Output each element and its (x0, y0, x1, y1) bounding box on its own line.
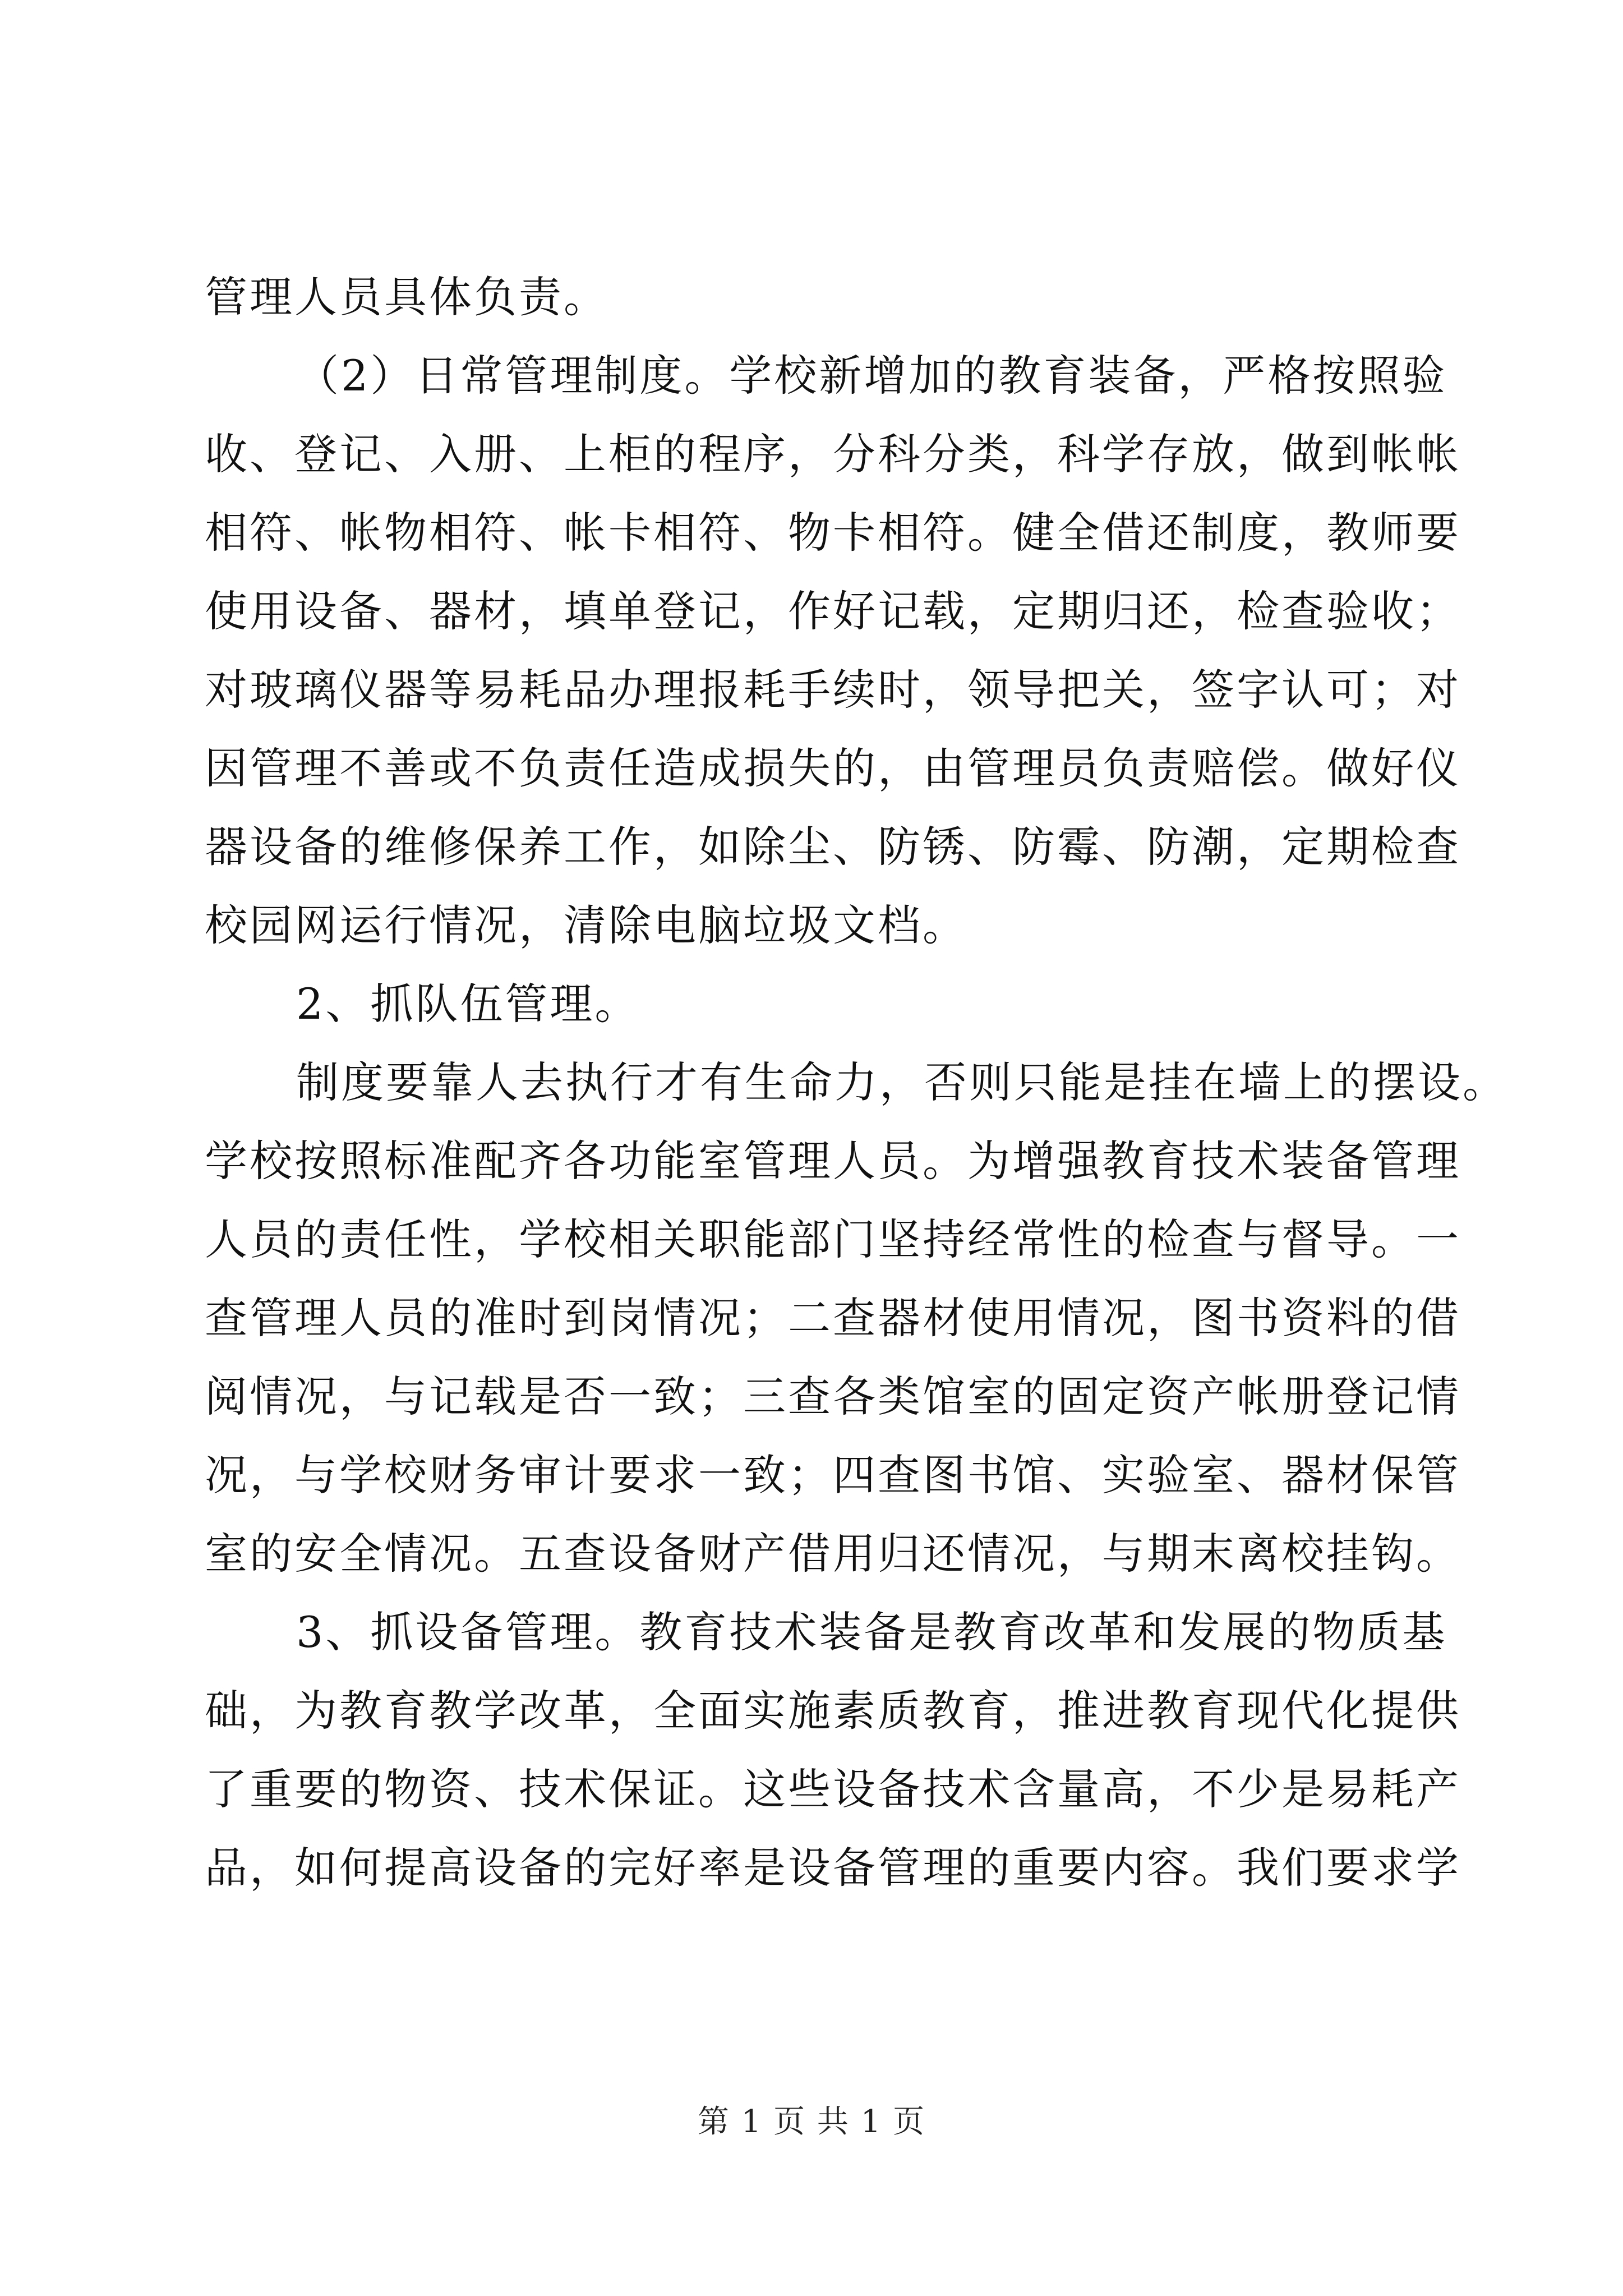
page-number-footer: 第 1 页 共 1 页 (697, 2104, 926, 2140)
paragraph-line: 对玻璃仪器等易耗品办理报耗手续时，领导把关，签字认可；对 (205, 665, 1461, 715)
paragraph-line: 学校按照标准配齐各功能室管理人员。为增强教育技术装备管理 (205, 1136, 1461, 1186)
paragraph-line: 查管理人员的准时到岗情况；二查器材使用情况，图书资料的借 (205, 1293, 1461, 1343)
paragraph-line: 况，与学校财务审计要求一致；四查图书馆、实验室、器材保管 (205, 1450, 1461, 1500)
paragraph-line: 收、登记、入册、上柜的程序，分科分类，科学存放，做到帐帐 (205, 429, 1461, 479)
paragraph-line: 了重要的物资、技术保证。这些设备技术含量高，不少是易耗产 (205, 1764, 1461, 1814)
paragraph-line: 相符、帐物相符、帐卡相符、物卡相符。健全借还制度，教师要 (205, 508, 1461, 558)
paragraph-line: 校园网运行情况，清除电脑垃圾文档。 (205, 900, 967, 950)
paragraph-line: 品，如何提高设备的完好率是设备管理的重要内容。我们要求学 (205, 1843, 1461, 1893)
paragraph-line: 因管理不善或不负责任造成损失的，由管理员负责赔偿。做好仪 (205, 743, 1461, 793)
paragraph-line: 人员的责任性，学校相关职能部门坚持经常性的检查与督导。一 (205, 1214, 1461, 1264)
paragraph-line: 础，为教育教学改革，全面实施素质教育，推进教育现代化提供 (205, 1686, 1461, 1736)
paragraph-line: 室的安全情况。五查设备财产借用归还情况，与期末离校挂钩。 (205, 1529, 1461, 1579)
paragraph-line: 3、抓设备管理。教育技术装备是教育改革和发展的物质基 (296, 1607, 1447, 1657)
section-heading: 2、抓队伍管理。 (296, 979, 640, 1029)
paragraph-line: 制度要靠人去执行才有生命力，否则只能是挂在墙上的摆设。 (296, 1057, 1507, 1107)
paragraph-line: 器设备的维修保养工作，如除尘、防锈、防霉、防潮，定期检查 (205, 822, 1461, 872)
paragraph-line: 使用设备、器材，填单登记，作好记载，定期归还，检查验收； (205, 586, 1461, 636)
paragraph-line: 阅情况，与记载是否一致；三查各类馆室的固定资产帐册登记情 (205, 1372, 1461, 1421)
paragraph-line: （2）日常管理制度。学校新增加的教育装备，严格按照验 (296, 351, 1447, 401)
paragraph-line: 管理人员具体负责。 (205, 272, 608, 322)
